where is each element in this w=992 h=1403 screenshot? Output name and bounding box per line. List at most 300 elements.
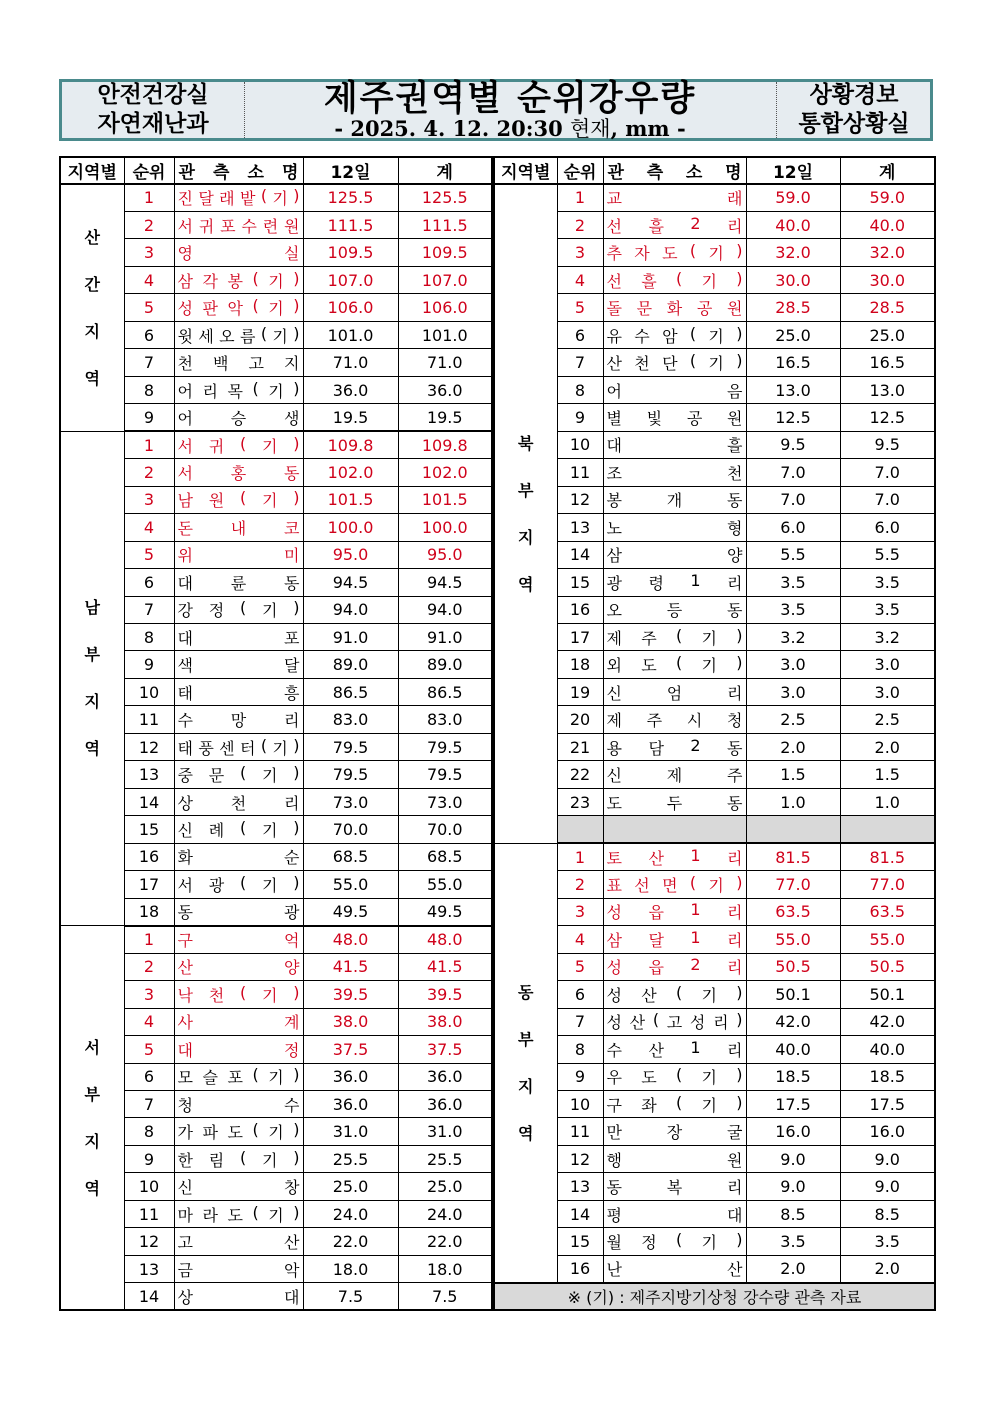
station-name-char: ) xyxy=(293,1120,300,1140)
station-name-char: ) xyxy=(736,625,743,645)
station-name-char: 계 xyxy=(284,1013,300,1033)
table-row xyxy=(60,706,492,733)
table-row xyxy=(494,486,935,513)
table-row xyxy=(60,431,492,458)
station-name-char: 2 xyxy=(690,213,701,233)
station-name-char: 림 xyxy=(208,1150,225,1170)
station-name-char: 도 xyxy=(641,656,657,676)
station-name xyxy=(607,653,743,676)
rank-cell: 8 xyxy=(124,376,174,403)
total-rainfall-cell: 111.5 xyxy=(398,211,492,238)
station-name-char: 흘 xyxy=(727,436,743,456)
station-name-cell xyxy=(603,843,746,870)
rank-cell: 8 xyxy=(557,1036,603,1063)
station-name-char: 달 xyxy=(648,930,664,950)
station-name-char: 기 xyxy=(268,381,284,401)
total-rainfall-cell: 39.5 xyxy=(398,981,492,1008)
station-name-char: 청 xyxy=(727,711,743,731)
station-name-char: 삼 xyxy=(177,271,193,291)
day-rainfall-cell: 31.0 xyxy=(303,1118,398,1145)
station-name-cell xyxy=(603,431,746,458)
station-name-char: 광 xyxy=(208,875,225,895)
station-name xyxy=(178,214,300,237)
table-row xyxy=(60,1283,492,1310)
station-name xyxy=(178,241,300,264)
station-name-char: 례 xyxy=(208,821,225,841)
total-rainfall-cell: 77.0 xyxy=(840,871,935,898)
station-name xyxy=(178,983,300,1006)
station-name-char: 고 xyxy=(177,1233,193,1253)
station-name-char: 색 xyxy=(177,656,193,676)
station-name-cell xyxy=(174,1118,303,1145)
rank-cell: 1 xyxy=(124,184,174,211)
day-rainfall-cell: 42.0 xyxy=(746,1008,840,1035)
station-name-char: 기 xyxy=(701,1233,717,1253)
station-name-char: ( xyxy=(252,1120,259,1140)
table-row xyxy=(494,541,935,568)
station-name-char: 각 xyxy=(202,271,218,291)
day-rainfall-cell: 3.0 xyxy=(746,678,840,705)
station-name-char: 금 xyxy=(177,1260,193,1280)
day-rainfall-cell: 50.5 xyxy=(746,953,840,980)
station-name-cell xyxy=(174,211,303,238)
rank-cell: 15 xyxy=(557,1228,603,1255)
rank-cell: 1 xyxy=(557,843,603,870)
station-name-char: 음 xyxy=(727,381,743,401)
col-station-char: 소 xyxy=(685,163,703,183)
col-day: 12일 xyxy=(746,157,840,184)
col-station-char: 명 xyxy=(282,163,299,183)
station-name-cell xyxy=(174,843,303,870)
table-row xyxy=(60,321,492,348)
station-name-cell xyxy=(174,376,303,403)
station-name-char: 기 xyxy=(708,875,724,895)
rank-cell: 14 xyxy=(124,1283,174,1310)
day-rainfall-cell: 101.0 xyxy=(303,321,398,348)
station-name xyxy=(178,736,300,759)
station-name-char: ( xyxy=(239,763,247,783)
table-row xyxy=(60,651,492,678)
day-rainfall-cell: 109.8 xyxy=(303,431,398,458)
station-name-char: 기 xyxy=(261,766,278,786)
station-name-char: 도 xyxy=(641,1068,657,1088)
station-name-char: 백 xyxy=(213,354,229,374)
station-name-char: 성 xyxy=(689,1013,706,1033)
station-name xyxy=(607,351,743,374)
station-name-cell xyxy=(174,266,303,293)
station-name-char: 광 xyxy=(284,903,300,923)
station-name-char: 서 xyxy=(177,436,193,456)
station-name-char: 포 xyxy=(220,216,236,236)
table-row xyxy=(60,926,492,953)
day-rainfall-cell: 16.0 xyxy=(746,1118,840,1145)
region-label-char: 남 xyxy=(84,598,100,618)
rank-cell: 2 xyxy=(557,211,603,238)
station-name-char: 흘 xyxy=(648,216,664,236)
col-station-char: 소 xyxy=(247,163,264,183)
station-name xyxy=(178,1120,300,1143)
station-name-char: 천 xyxy=(177,354,193,374)
station-name-char: 개 xyxy=(666,491,683,511)
station-name-char: 기 xyxy=(708,354,724,374)
table-row xyxy=(60,541,492,568)
total-rainfall-cell: 18.0 xyxy=(398,1255,492,1282)
station-name-cell xyxy=(603,1255,746,1282)
rank-cell: 12 xyxy=(124,733,174,760)
rank-cell: 3 xyxy=(124,486,174,513)
department-line2: 자연재난과 xyxy=(97,111,209,137)
rank-cell: 13 xyxy=(124,1255,174,1282)
rank-cell: 23 xyxy=(557,788,603,815)
total-rainfall-cell: 106.0 xyxy=(398,294,492,321)
table-row xyxy=(494,239,935,266)
station-name-char: 수 xyxy=(284,1095,300,1115)
day-rainfall-cell: 39.5 xyxy=(303,981,398,1008)
station-name xyxy=(607,488,743,511)
station-name xyxy=(178,1258,300,1281)
station-name-cell xyxy=(603,184,746,211)
station-name xyxy=(607,516,743,539)
region-label-char: 부 xyxy=(84,1084,100,1104)
station-name-char: 리 xyxy=(713,1013,729,1033)
station-name-char: 기 xyxy=(272,738,288,758)
station-name-char: ( xyxy=(260,186,268,206)
station-name-char: 억 xyxy=(284,931,300,951)
col-station-char: 측 xyxy=(646,163,664,183)
station-name-cell xyxy=(174,871,303,898)
station-name xyxy=(178,543,300,566)
table-row xyxy=(494,898,935,925)
rank-cell: 10 xyxy=(557,1090,603,1117)
station-name-cell xyxy=(603,898,746,925)
rank-cell: 8 xyxy=(124,624,174,651)
station-name-char: 유 xyxy=(606,326,622,346)
station-name-char: 기 xyxy=(261,875,278,895)
station-name-cell xyxy=(174,184,303,211)
total-rainfall-cell: 50.1 xyxy=(840,981,935,1008)
rank-cell: 7 xyxy=(124,596,174,623)
station-name-char: 리 xyxy=(202,381,218,401)
station-name-cell xyxy=(174,541,303,568)
station-name-char: 륜 xyxy=(230,573,247,593)
rank-cell: 4 xyxy=(124,266,174,293)
station-name-char: 련 xyxy=(262,216,279,236)
rank-cell: 6 xyxy=(557,981,603,1008)
station-name-char: 장 xyxy=(666,1123,683,1143)
station-name-char: ) xyxy=(736,1010,743,1030)
col-station-char: 관 xyxy=(607,163,624,183)
station-name-char: 태 xyxy=(177,738,193,758)
col-total: 계 xyxy=(840,157,935,184)
station-name-char: 홍 xyxy=(230,463,247,483)
station-name-char: ) xyxy=(293,1202,300,1222)
station-name-char: 름 xyxy=(239,326,256,346)
station-name-char: 정 xyxy=(641,1233,657,1253)
station-name-char: 도 xyxy=(606,793,622,813)
station-name-char: 래 xyxy=(727,189,743,209)
station-name-char: 단 xyxy=(662,354,678,374)
day-rainfall-cell: 25.0 xyxy=(303,1173,398,1200)
day-rainfall-cell: 83.0 xyxy=(303,706,398,733)
day-rainfall-cell: 81.5 xyxy=(746,843,840,870)
day-rainfall-cell: 18.5 xyxy=(746,1063,840,1090)
region-label-char: 서 xyxy=(84,1037,100,1057)
station-name-char: 주 xyxy=(646,711,663,731)
station-name xyxy=(178,873,300,896)
region-label-char: 산 xyxy=(84,227,100,247)
station-name xyxy=(607,241,743,264)
day-rainfall-cell: 40.0 xyxy=(746,1036,840,1063)
rank-cell: 12 xyxy=(124,1228,174,1255)
station-name xyxy=(607,763,743,786)
day-rainfall-cell: 7.0 xyxy=(746,459,840,486)
station-name-char: 산 xyxy=(648,1040,664,1060)
station-name-char: 정 xyxy=(284,1040,300,1060)
col-station-char: 측 xyxy=(213,163,230,183)
station-name xyxy=(178,186,300,209)
rank-cell: 17 xyxy=(124,871,174,898)
col-station-char: 관 xyxy=(178,163,195,183)
station-name-char: 센 xyxy=(219,738,235,758)
station-name-char: ) xyxy=(736,1065,743,1085)
station-name-char: 대 xyxy=(727,1205,743,1225)
station-name-char: 코 xyxy=(284,518,300,538)
total-rainfall-cell: 1.0 xyxy=(840,788,935,815)
station-name-char: ( xyxy=(652,1010,660,1030)
day-rainfall-cell: 55.0 xyxy=(746,926,840,953)
station-name-char: 흘 xyxy=(641,271,657,291)
station-name-char: ) xyxy=(293,982,300,1002)
station-name-cell xyxy=(603,514,746,541)
table-row xyxy=(60,898,492,925)
table-row xyxy=(60,1008,492,1035)
station-name-char: ) xyxy=(736,351,743,371)
station-name-char: 1 xyxy=(690,570,701,590)
day-rainfall-cell: 30.0 xyxy=(746,266,840,293)
empty-cell xyxy=(603,816,746,843)
table-row xyxy=(60,816,492,843)
station-name-char: 형 xyxy=(727,518,743,538)
station-name-char: 산 xyxy=(606,354,622,374)
day-rainfall-cell: 13.0 xyxy=(746,376,840,403)
table-row xyxy=(60,1200,492,1227)
rank-cell: 8 xyxy=(557,376,603,403)
station-name-char: 광 xyxy=(606,573,622,593)
total-rainfall-cell: 73.0 xyxy=(398,788,492,815)
station-name xyxy=(178,1010,300,1033)
station-name xyxy=(178,1175,300,1198)
footnote: ※ (기) : 제주지방기상청 강수량 관측 자료 xyxy=(494,1283,935,1310)
page-subtitle xyxy=(334,118,685,140)
day-rainfall-cell: 12.5 xyxy=(746,404,840,431)
station-name-char: ) xyxy=(736,982,743,1002)
station-name xyxy=(178,1065,300,1088)
region-label-char: 지 xyxy=(84,1131,100,1151)
station-name xyxy=(178,324,300,347)
table-row xyxy=(494,1063,935,1090)
station-name-char: 사 xyxy=(177,1013,193,1033)
empty-cell xyxy=(746,816,840,843)
subtitle-date: - 2025. 4. 12. 20:30 xyxy=(334,116,570,141)
station-name-char: ) xyxy=(736,241,743,261)
station-name-char: 세 xyxy=(198,326,214,346)
station-name-char: 원 xyxy=(727,299,743,319)
region-label xyxy=(494,843,557,1283)
rank-cell: 13 xyxy=(557,1173,603,1200)
rank-cell: 5 xyxy=(124,541,174,568)
day-rainfall-cell: 8.5 xyxy=(746,1200,840,1227)
station-name xyxy=(178,818,300,841)
station-name-cell xyxy=(174,1036,303,1063)
station-name-char: 동 xyxy=(284,463,300,483)
rank-cell: 3 xyxy=(124,981,174,1008)
day-rainfall-cell: 89.0 xyxy=(303,651,398,678)
station-name-char: 성 xyxy=(606,1013,622,1033)
station-name xyxy=(607,1257,743,1280)
total-rainfall-cell: 89.0 xyxy=(398,651,492,678)
rank-cell: 16 xyxy=(124,843,174,870)
station-name-char: 동 xyxy=(727,793,743,813)
station-name xyxy=(607,1093,743,1116)
total-rainfall-cell: 3.5 xyxy=(840,1228,935,1255)
table-row xyxy=(494,404,935,431)
station-name-char: 수 xyxy=(606,1040,622,1060)
station-name-char: ( xyxy=(252,268,259,288)
station-name-char: 동 xyxy=(727,491,743,511)
region-label-char: 역 xyxy=(84,739,100,759)
table-row xyxy=(494,1036,935,1063)
station-name-cell xyxy=(174,431,303,458)
rank-cell: 17 xyxy=(557,624,603,651)
day-rainfall-cell: 17.5 xyxy=(746,1090,840,1117)
station-name xyxy=(178,1203,300,1226)
station-name xyxy=(607,1175,743,1198)
total-rainfall-cell: 59.0 xyxy=(840,184,935,211)
station-name-char: 원 xyxy=(208,491,225,511)
station-name-char: 신 xyxy=(177,1178,193,1198)
rank-cell: 15 xyxy=(557,569,603,596)
station-name-char: 망 xyxy=(230,711,247,731)
subtitle-unit: , mm - xyxy=(610,116,686,141)
station-name-cell xyxy=(174,294,303,321)
station-name xyxy=(178,269,300,292)
total-rainfall-cell: 101.0 xyxy=(398,321,492,348)
station-name-cell xyxy=(603,788,746,815)
station-name-char: 신 xyxy=(177,821,193,841)
station-name xyxy=(607,296,743,319)
station-name-char: 리 xyxy=(284,793,300,813)
station-name-char: 기 xyxy=(272,189,288,209)
station-name-char: 빛 xyxy=(646,408,663,428)
station-name-char: 도 xyxy=(227,1205,243,1225)
station-name-char: 노 xyxy=(606,518,622,538)
station-name-char: 영 xyxy=(177,244,193,264)
station-name-char: 순 xyxy=(284,848,300,868)
empty-row xyxy=(494,816,935,843)
station-name xyxy=(178,955,300,978)
total-rainfall-cell: 7.0 xyxy=(840,486,935,513)
col-station-label xyxy=(175,158,303,183)
station-name-char: 천 xyxy=(727,463,743,483)
station-name-char: 2 xyxy=(690,955,701,975)
region-label-char: 부 xyxy=(518,480,534,500)
total-rainfall-cell: 41.5 xyxy=(398,953,492,980)
table-row xyxy=(60,871,492,898)
department-label xyxy=(62,82,245,138)
station-name-char: ( xyxy=(675,1230,683,1250)
table-header-row xyxy=(494,157,935,184)
total-rainfall-cell: 9.0 xyxy=(840,1173,935,1200)
table-row xyxy=(494,569,935,596)
station-name-char: 암 xyxy=(662,326,678,346)
col-total: 계 xyxy=(398,157,492,184)
station-name-char: 동 xyxy=(727,738,743,758)
table-row xyxy=(494,1228,935,1255)
station-name xyxy=(607,1230,743,1253)
station-name-char: 기 xyxy=(701,1095,717,1115)
total-rainfall-cell: 83.0 xyxy=(398,706,492,733)
station-name-char: 내 xyxy=(230,518,247,538)
total-rainfall-cell: 36.0 xyxy=(398,376,492,403)
station-name-char: 귀 xyxy=(208,436,225,456)
station-name xyxy=(178,626,300,649)
station-name-char: 기 xyxy=(701,1068,717,1088)
table-row xyxy=(494,211,935,238)
station-name-char: 기 xyxy=(701,985,717,1005)
station-name-char: 달 xyxy=(198,189,214,209)
total-rainfall-cell: 109.5 xyxy=(398,239,492,266)
station-name-cell xyxy=(174,981,303,1008)
station-name-char: 제 xyxy=(606,628,622,648)
station-name-cell xyxy=(603,1063,746,1090)
rank-cell: 7 xyxy=(124,349,174,376)
station-name-char: 구 xyxy=(606,1095,622,1115)
station-name-cell xyxy=(174,596,303,623)
station-name-char: 상 xyxy=(177,793,193,813)
rank-cell: 13 xyxy=(557,514,603,541)
station-name-char: ) xyxy=(293,186,300,206)
station-name-char: 밭 xyxy=(239,189,256,209)
station-name xyxy=(178,461,300,484)
total-rainfall-cell: 38.0 xyxy=(398,1008,492,1035)
table-row xyxy=(60,843,492,870)
station-name-cell xyxy=(603,761,746,788)
station-name-char: 추 xyxy=(606,244,622,264)
station-name xyxy=(178,791,300,814)
station-name-char: 산 xyxy=(177,958,193,978)
col-day: 12일 xyxy=(303,157,398,184)
station-name-char: ) xyxy=(293,433,300,453)
region-label-char: 역 xyxy=(518,1123,534,1143)
station-name-char: 달 xyxy=(284,656,300,676)
station-name-cell xyxy=(603,1008,746,1035)
total-rainfall-cell: 91.0 xyxy=(398,624,492,651)
total-rainfall-cell: 19.5 xyxy=(398,404,492,431)
total-rainfall-cell: 2.5 xyxy=(840,706,935,733)
day-rainfall-cell: 22.0 xyxy=(303,1228,398,1255)
station-name-cell xyxy=(603,376,746,403)
station-name xyxy=(178,900,300,923)
rank-cell: 9 xyxy=(557,1063,603,1090)
station-name xyxy=(178,845,300,868)
day-rainfall-cell: 36.0 xyxy=(303,1090,398,1117)
station-name-cell xyxy=(603,239,746,266)
station-name xyxy=(607,1010,743,1033)
station-name-cell xyxy=(174,761,303,788)
rank-cell: 3 xyxy=(124,239,174,266)
rank-cell: 13 xyxy=(124,761,174,788)
station-name-cell xyxy=(603,926,746,953)
